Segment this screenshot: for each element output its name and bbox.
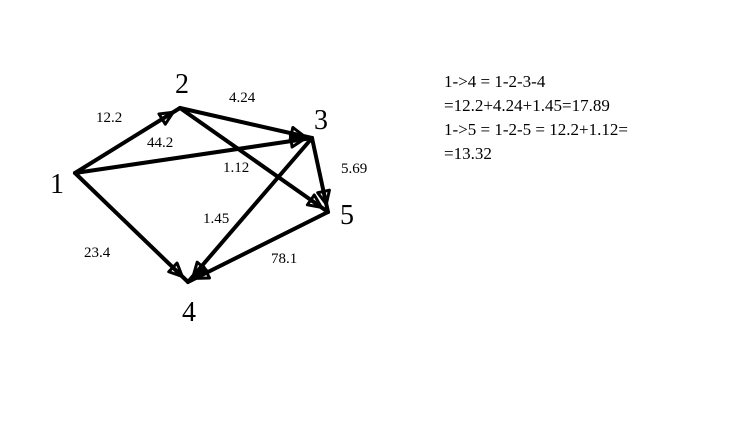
edge-weight-1-4: 23.4: [84, 245, 111, 261]
node-label-5: 5: [340, 200, 354, 231]
node-label-4: 4: [182, 297, 196, 328]
calc-line-4: =13.32: [444, 144, 492, 163]
edge-weight-1-3: 44.2: [147, 135, 174, 151]
edge-weight-3-5: 5.69: [341, 161, 368, 177]
node-label-2: 2: [175, 69, 189, 100]
edge-weight-3-4: 1.45: [203, 211, 230, 227]
edge-weight-2-5: 1.12: [223, 160, 250, 176]
node-label-3: 3: [314, 105, 328, 136]
calc-line-2: =12.2+4.24+1.45=17.89: [444, 96, 610, 115]
path-calculations: [444, 70, 628, 166]
edge-weight-1-2: 12.2: [96, 110, 123, 126]
edge-1-3: [75, 138, 312, 173]
edge-weight-2-3: 4.24: [229, 90, 256, 106]
edge-weight-5-4: 78.1: [271, 251, 298, 267]
edge-1-4: [75, 173, 188, 282]
node-label-1: 1: [50, 169, 64, 200]
calc-line-1: 1->4 = 1-2-3-4: [444, 72, 546, 91]
calc-line-3: 1->5 = 1-2-5 = 12.2+1.12=: [444, 120, 628, 139]
